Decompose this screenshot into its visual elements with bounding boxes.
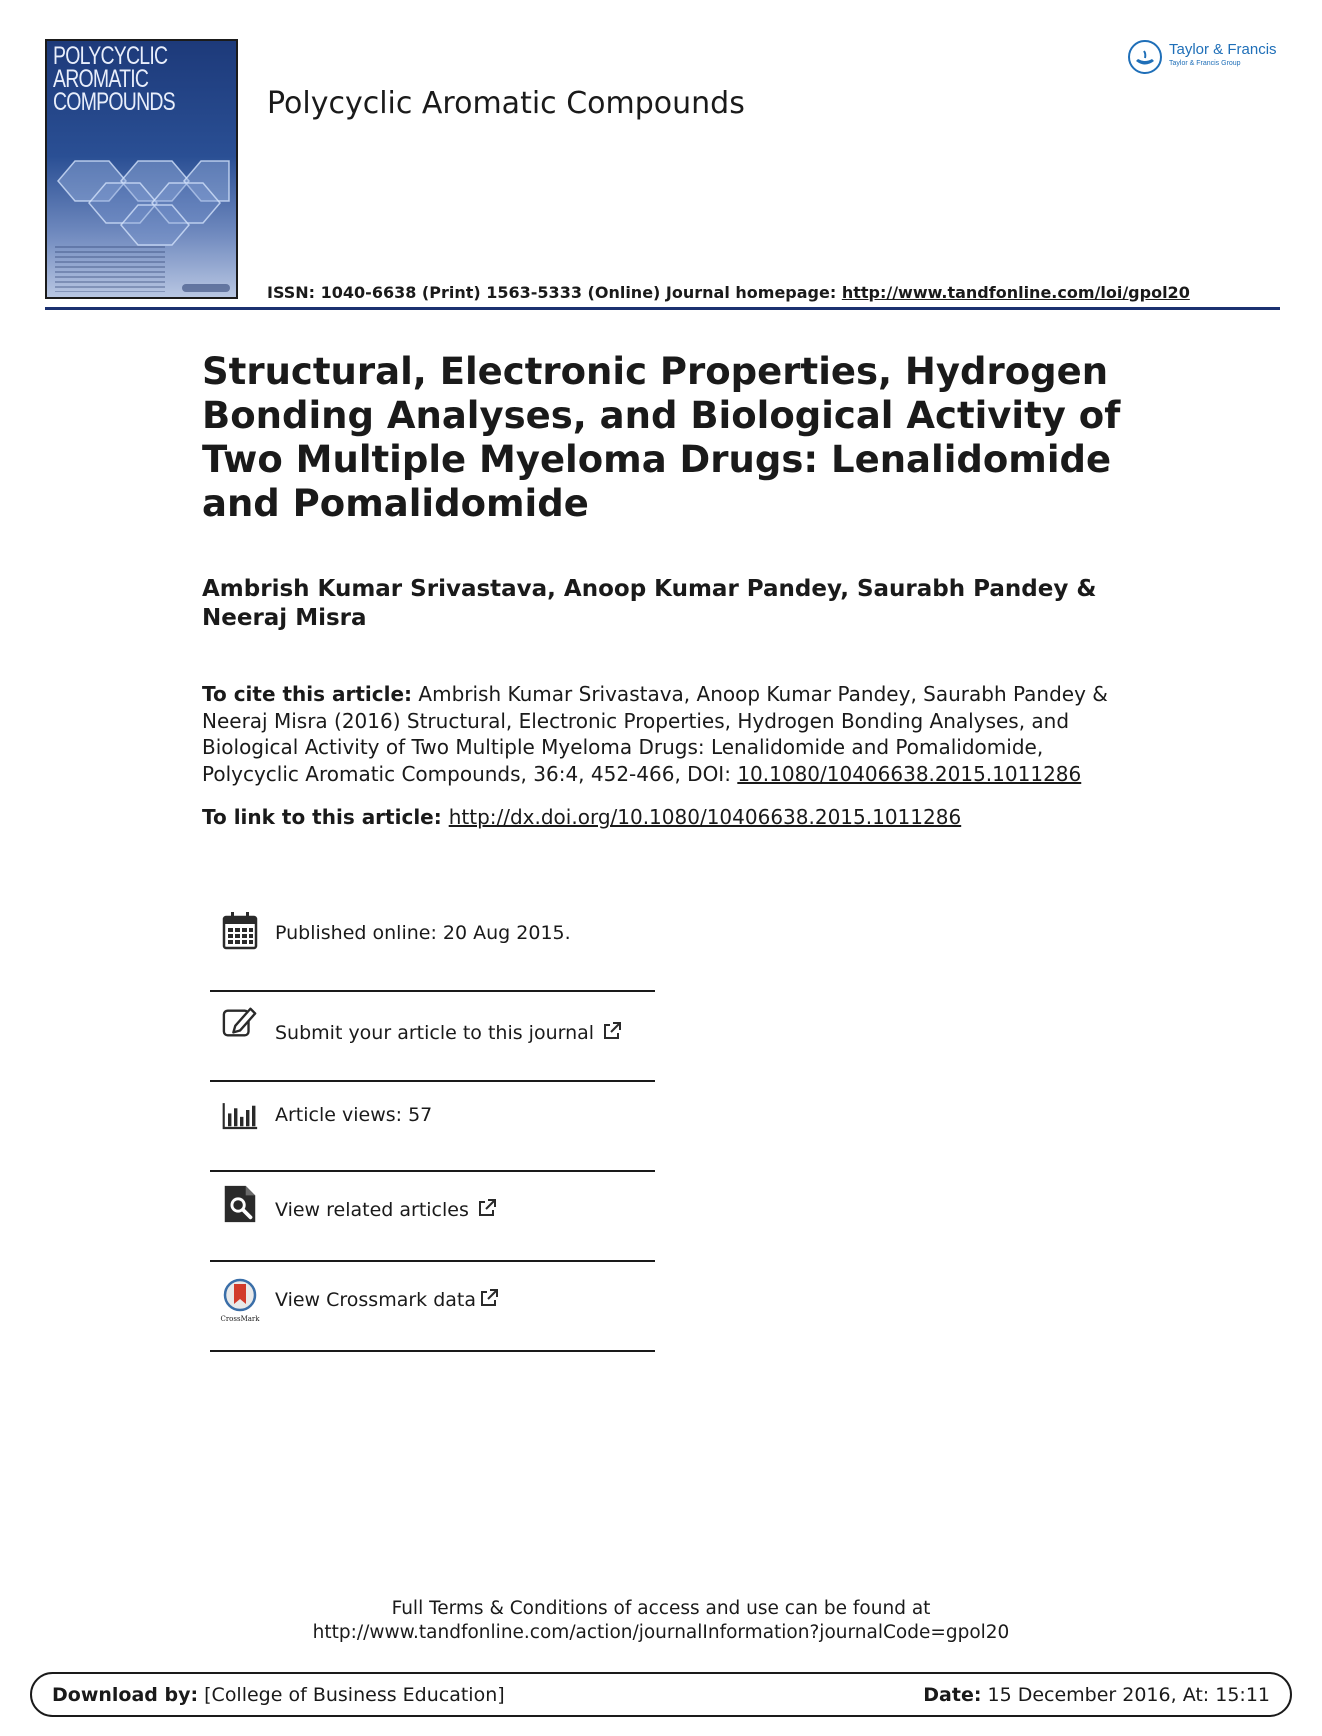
external-link-icon bbox=[479, 1288, 499, 1308]
article-link-line bbox=[202, 804, 1132, 830]
published-date: Published online: 20 Aug 2015. bbox=[275, 922, 571, 944]
journal-homepage-link[interactable]: http://www.tandfonline.com/loi/gpol20 bbox=[841, 283, 1190, 302]
header-divider bbox=[45, 307, 1280, 310]
cover-title: POLYCYCLIC AROMATIC COMPOUNDS bbox=[53, 42, 175, 116]
publisher-name: Taylor & Francis bbox=[1169, 41, 1277, 58]
related-label: View related articles bbox=[275, 1199, 469, 1221]
crossmark-row[interactable] bbox=[210, 1262, 655, 1352]
article-views: Article views: 57 bbox=[275, 1104, 433, 1126]
download-date bbox=[923, 1684, 1270, 1706]
date-label: Date: bbox=[923, 1684, 982, 1706]
calendar-icon bbox=[222, 911, 258, 951]
publisher-group: Taylor & Francis Group bbox=[1169, 60, 1241, 67]
submit-article-link[interactable] bbox=[275, 1021, 622, 1044]
download-info-bar bbox=[30, 1672, 1292, 1717]
crossmark-icon bbox=[218, 1278, 262, 1312]
taylor-francis-emblem-icon bbox=[1128, 40, 1162, 74]
journal-name: Polycyclic Aromatic Compounds bbox=[267, 86, 745, 121]
terms-line-1: Full Terms & Conditions of access and use can be found at bbox=[391, 1598, 931, 1619]
cover-hexagon-graphic bbox=[53, 159, 233, 249]
document-search-icon bbox=[222, 1184, 258, 1224]
terms-and-conditions bbox=[0, 1597, 1322, 1645]
submit-row[interactable] bbox=[210, 992, 655, 1082]
article-info-list bbox=[210, 902, 655, 1352]
view-crossmark-link[interactable] bbox=[275, 1288, 499, 1311]
article-url-link[interactable]: http://dx.doi.org/10.1080/10406638.2015.1011286 bbox=[448, 805, 962, 829]
bar-chart-icon bbox=[222, 1096, 258, 1136]
view-related-link[interactable] bbox=[275, 1198, 497, 1221]
issn-line bbox=[267, 283, 1190, 302]
download-institution: [College of Business Education] bbox=[198, 1684, 505, 1706]
submit-label: Submit your article to this journal bbox=[275, 1022, 595, 1044]
cover-publisher-logo bbox=[182, 284, 230, 292]
citation-block bbox=[202, 681, 1132, 787]
external-link-icon bbox=[602, 1021, 622, 1041]
download-by bbox=[52, 1684, 505, 1706]
cover-editor-list bbox=[55, 246, 165, 292]
download-label: Download by: bbox=[52, 1684, 199, 1706]
article-authors: Ambrish Kumar Srivastava, Anoop Kumar Pandey, Saurabh Pandey & Neeraj Misra bbox=[202, 576, 1097, 631]
taylor-francis-logo[interactable] bbox=[1128, 38, 1288, 78]
doi-link[interactable]: 10.1080/10406638.2015.1011286 bbox=[737, 761, 1082, 786]
issn-text: ISSN: 1040-6638 (Print) 1563-5333 (Online) Journal homepage: bbox=[267, 283, 842, 302]
date-value: 15 December 2016, At: 15:11 bbox=[981, 1684, 1270, 1706]
cite-label: To cite this article: bbox=[202, 682, 413, 706]
cite-text: Ambrish Kumar Srivastava, Anoop Kumar Pandey, Saurabh Pandey & Neeraj Misra (2016) Structural, Electronic Properties, Hydrogen Bonding Analyses, and Biological Activity of Two Multiple Myeloma Drugs: Lenalidomide and Pomalidomide, Polycyclic Aromatic Compounds, 36:4, 452-466, DOI: bbox=[202, 682, 1108, 786]
journal-cover-image bbox=[45, 39, 238, 299]
edit-icon bbox=[222, 1002, 258, 1042]
crossmark-label: View Crossmark data bbox=[275, 1289, 477, 1311]
crossmark-logo-text: CrossMark bbox=[220, 1315, 260, 1323]
article-title: Structural, Electronic Properties, Hydrogen Bonding Analyses, and Biological Activity of Two Multiple Myeloma Drugs: Lenalidomide and Pomalidomide bbox=[202, 350, 1121, 525]
external-link-icon bbox=[477, 1198, 497, 1218]
link-label: To link to this article: bbox=[202, 805, 449, 829]
crossmark-logo bbox=[218, 1278, 262, 1322]
related-row[interactable] bbox=[210, 1172, 655, 1262]
views-row bbox=[210, 1082, 655, 1172]
terms-url[interactable]: http://www.tandfonline.com/action/journalInformation?journalCode=gpol20 bbox=[312, 1622, 1010, 1643]
published-row bbox=[210, 902, 655, 992]
lamp-icon bbox=[1130, 42, 1160, 72]
